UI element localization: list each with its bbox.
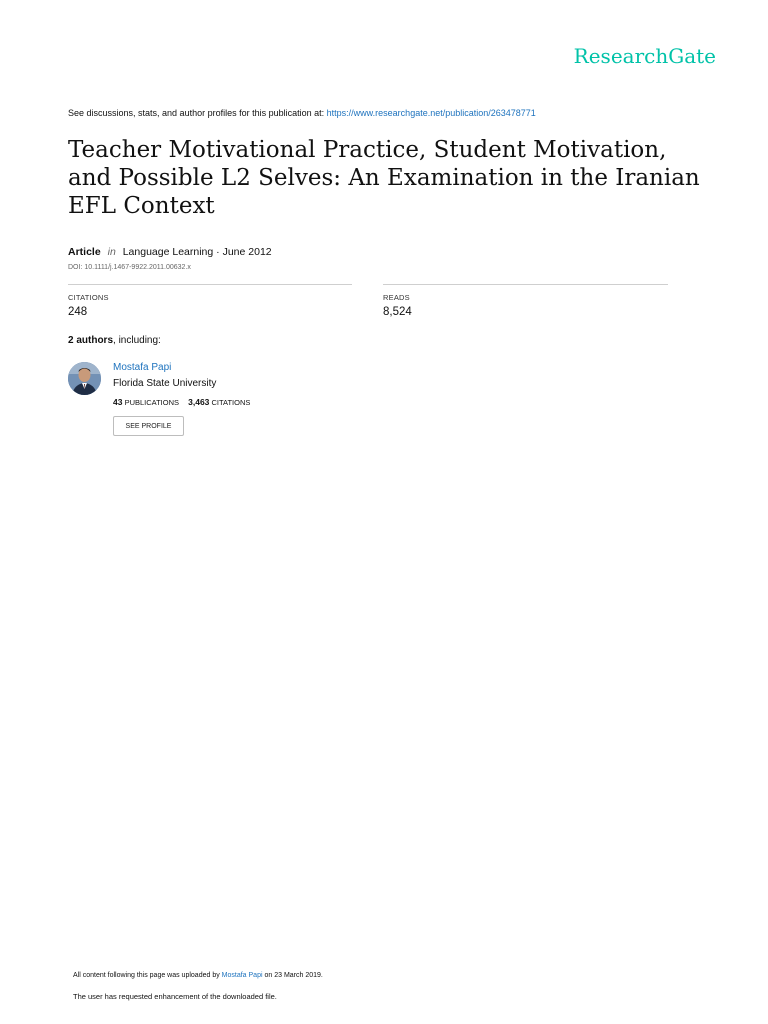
upload-note [73,972,323,979]
upload-suffix: on 23 March 2019. [264,972,323,979]
citations-count: 248 [68,306,88,318]
upload-prefix: All content following this page was uploaded by [73,972,220,979]
authors-summary [68,335,161,346]
publication-url-link[interactable]: https://www.researchgate.net/publication/263478771 [326,108,536,118]
researchgate-logo[interactable]: ResearchGate [573,44,716,68]
avatar-photo-icon [68,362,101,395]
author-citations-label: CITATIONS [211,398,251,407]
article-type: Article [68,246,101,258]
uploader-link[interactable]: Mostafa Papi [221,972,263,979]
authors-including: , including: [113,335,161,346]
article-title: Teacher Motivational Practice, Student Motivation, and Possible L2 Selves: An Examination in the Iranian EFL Context [68,137,700,219]
discussions-text: See discussions, stats, and author profiles for this publication at: [68,108,325,118]
reads-label: READS [383,293,410,302]
enhancement-note: The user has requested enhancement of the downloaded file. [73,992,277,1001]
author-avatar[interactable] [68,362,101,395]
discussions-line [68,108,536,118]
authors-count: 2 authors [68,335,114,346]
author-stats [113,397,257,407]
article-meta [68,246,272,258]
author-institution: Florida State University [113,378,217,389]
publication-date: June 2012 [222,246,272,258]
author-name-link[interactable]: Mostafa Papi [113,362,172,373]
citations-divider [68,284,352,285]
reads-count: 8,524 [383,306,412,318]
author-citations-count: 3,463 [188,397,210,407]
doi-text: DOI: 10.1111/j.1467-9922.2011.00632.x [68,264,191,271]
journal-name: Language Learning [122,246,214,258]
meta-separator: · [216,246,220,258]
see-profile-button[interactable]: SEE PROFILE [113,416,184,436]
author-publications-label: PUBLICATIONS [124,398,180,407]
in-word: in [107,246,116,258]
reads-divider [383,284,668,285]
author-publications-count: 43 [113,397,123,407]
citations-label: CITATIONS [68,293,109,302]
